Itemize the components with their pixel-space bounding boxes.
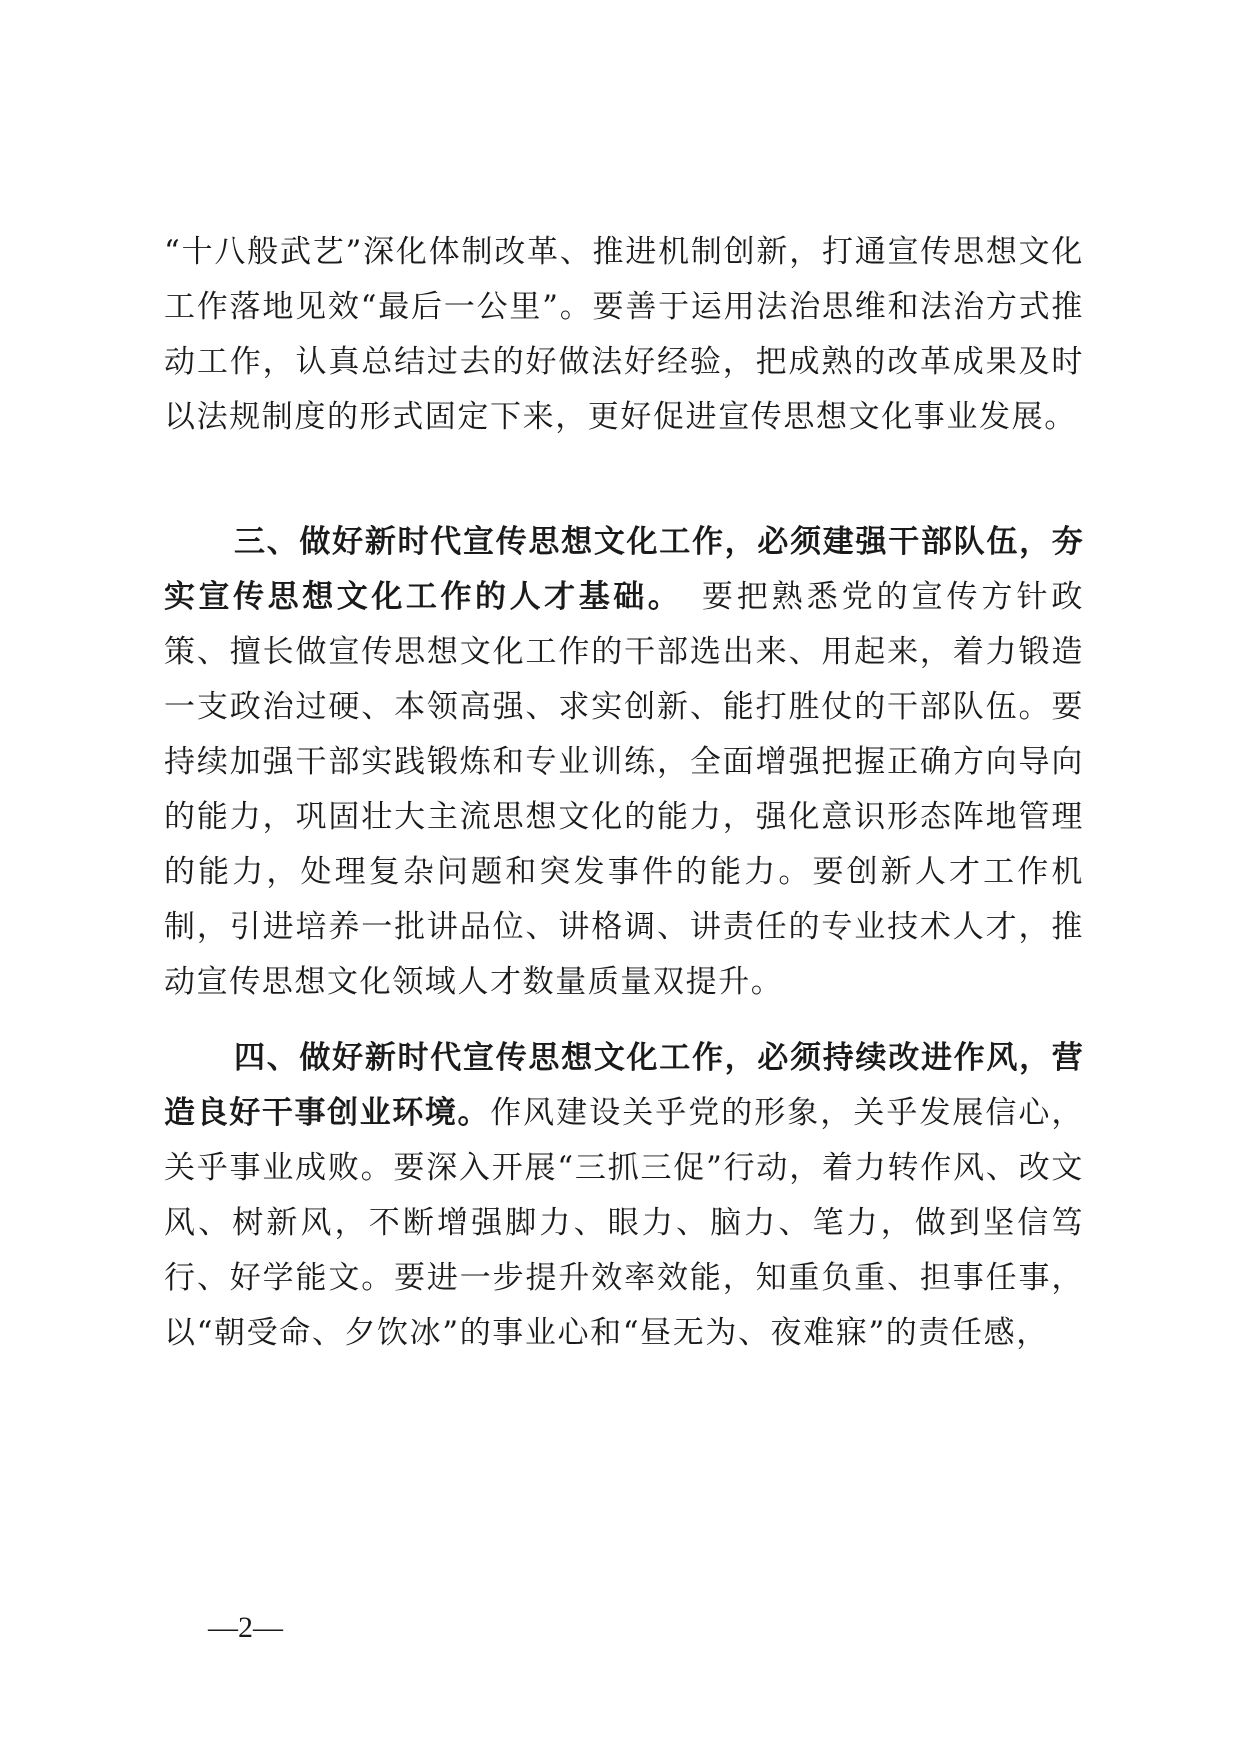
paragraph-text: “十八般武艺”深化体制改革、推进机制创新，打通宣传思想文化工作落地见效“最后一公里”。要善于运用法治思维和法治方式推动工作，认真总结过去的好做法好经验，把成熟的改革成果及时以法规制度的形式固定下来，更好促进宣传思想文化事业发展。 [164,234,1084,435]
paragraph-text: 作风建设关乎党的形象，关乎发展信心，关乎事业成败。要深入开展“三抓三促”行动，着力转作风、改文风、树新风，不断增强脚力、眼力、脑力、笔力，做到坚信笃行、好学能文。要进一步提升效率效能，知重负重、担事任事，以“朝受命、夕饮冰”的事业心和“昼无为、夜难寐”的责任感， [164,1095,1084,1351]
paragraph-text: 要把熟悉党的宣传方针政策、擅长做宣传思想文化工作的干部选出来、用起来，着力锻造一支政治过硬、本领高强、求实创新、能打胜仗的干部队伍。要持续加强干部实践锻炼和专业训练，全面增强把握正确方向导向的能力，巩固壮大主流思想文化的能力，强化意识形态阵地管理的能力，处理复杂问题和突发事件的能力。要创新人才工作机制，引进培养一批讲品位、讲格调、讲责任的专业技术人才，推动宣传思想文化领域人才数量质量双提升。 [164,579,1085,1000]
section-heading: 三、做好新时代宣传思想文化工作，必须建强干部队伍，夯实宣传思想文化工作的人才基础。 [164,524,1084,615]
paragraph-section-three [164,515,1084,1010]
paragraph-section-four [164,1031,1084,1361]
paragraph-continuation [164,225,1084,445]
section-heading: 四、做好新时代宣传思想文化工作，必须持续改进作风，营造良好干事创业环境。 [164,1040,1084,1131]
page-number: —2— [208,1611,283,1644]
